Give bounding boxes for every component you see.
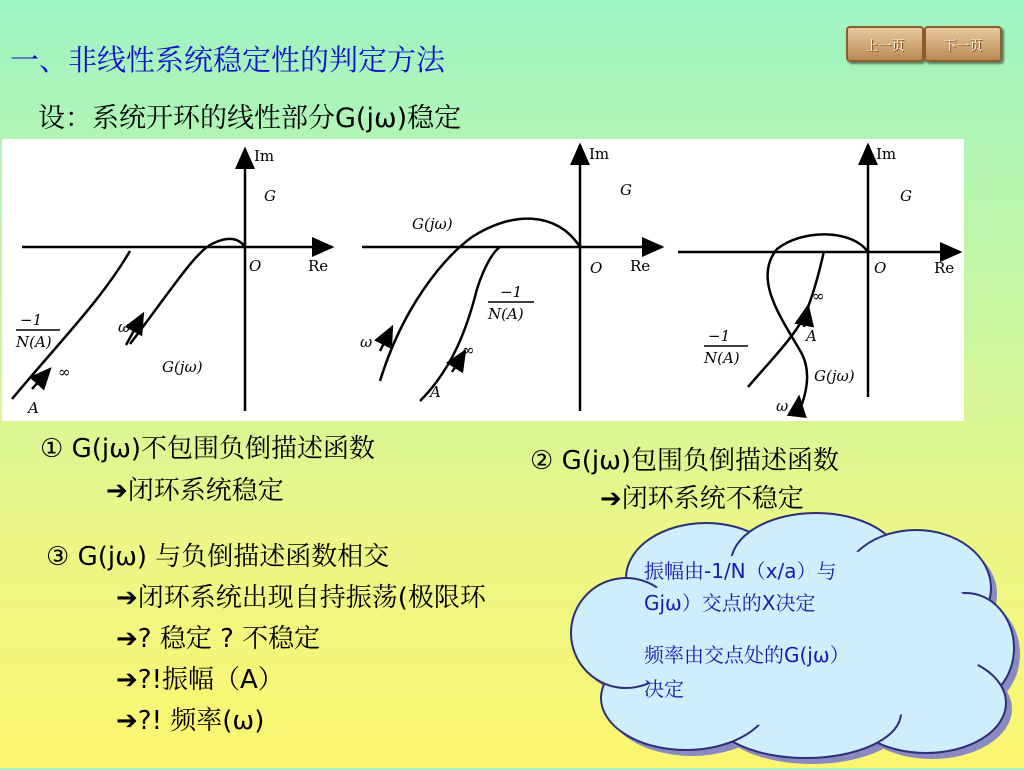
im-label: Im xyxy=(589,145,610,163)
gjw-label: G(jω) xyxy=(162,358,203,376)
callout-line-1: 振幅由-1/N（x/a）与 xyxy=(644,559,837,583)
callout-line-4: 决定 xyxy=(644,677,684,701)
case2-result: ➔闭环系统不稳定 xyxy=(600,484,804,514)
nyquist-figure xyxy=(2,139,964,421)
gjw-curve xyxy=(380,219,580,381)
omega-arrow xyxy=(797,397,799,415)
case3-question-stability: ➔? 稳定 ? 不稳定 xyxy=(116,624,321,654)
gjw-label: G(jω) xyxy=(412,215,453,233)
a-label: A xyxy=(806,327,817,345)
origin-label: O xyxy=(590,259,603,277)
cloud-shape xyxy=(566,508,1024,766)
minus-one-label: −1 xyxy=(500,283,523,301)
g-label: G xyxy=(620,181,632,199)
panel-3 xyxy=(678,145,960,415)
gjw-label: G(jω) xyxy=(814,367,855,385)
case3-text: ③ G(jω) 与负倒描述函数相交 xyxy=(46,542,390,572)
minus-one-label: −1 xyxy=(708,327,731,345)
page-title: 一、非线性系统稳定性的判定方法 xyxy=(10,43,446,77)
re-label: Re xyxy=(630,257,651,275)
prev-page-button[interactable]: 上一页 xyxy=(846,26,924,62)
re-label: Re xyxy=(934,259,955,277)
case1-text: ① G(jω)不包围负倒描述函数 xyxy=(40,434,376,464)
callout-cloud xyxy=(566,508,1024,766)
inf-label: ∞ xyxy=(812,287,825,305)
g-label: G xyxy=(264,187,276,205)
im-label: Im xyxy=(876,145,897,163)
case3-question-amplitude: ➔?!振幅（A） xyxy=(116,665,284,695)
nyquist-diagrams xyxy=(2,139,964,421)
omega-arrow xyxy=(380,327,392,351)
callout-line-3: 频率由交点处的G(jω） xyxy=(644,643,850,667)
panel-2 xyxy=(360,145,662,411)
omega-label: ω xyxy=(360,333,373,351)
im-label: Im xyxy=(254,147,275,165)
panel-1 xyxy=(12,147,332,417)
negative-inverse-describing-function xyxy=(420,247,500,401)
case2-text: ② G(jω)包围负倒描述函数 xyxy=(530,446,840,476)
omega-label: ω xyxy=(776,397,789,415)
inf-label: ∞ xyxy=(58,363,71,381)
negative-inverse-describing-function xyxy=(748,251,824,387)
case3-question-frequency: ➔?! 频率(ω) xyxy=(116,706,265,736)
omega-label: ω xyxy=(118,318,131,336)
case3-result: ➔闭环系统出现自持振荡(极限环 xyxy=(116,583,486,613)
next-page-button[interactable]: 下一页 xyxy=(924,26,1002,62)
subtitle: 设：系统开环的线性部分G(jω)稳定 xyxy=(38,103,462,134)
na-label: N(A) xyxy=(488,305,524,323)
gjw-curve xyxy=(130,239,245,344)
g-label: G xyxy=(900,187,912,205)
case1-result: ➔闭环系统稳定 xyxy=(106,476,284,506)
callout-line-2: Gjω）交点的X决定 xyxy=(644,591,816,615)
origin-label: O xyxy=(249,257,262,275)
na-label: N(A) xyxy=(704,349,740,367)
re-label: Re xyxy=(308,257,329,275)
inf-label: ∞ xyxy=(462,341,475,359)
minus-one-label: −1 xyxy=(20,311,43,329)
a-label: A xyxy=(430,383,441,401)
origin-label: O xyxy=(874,259,887,277)
na-label: N(A) xyxy=(16,333,52,351)
a-label: A xyxy=(28,399,39,417)
